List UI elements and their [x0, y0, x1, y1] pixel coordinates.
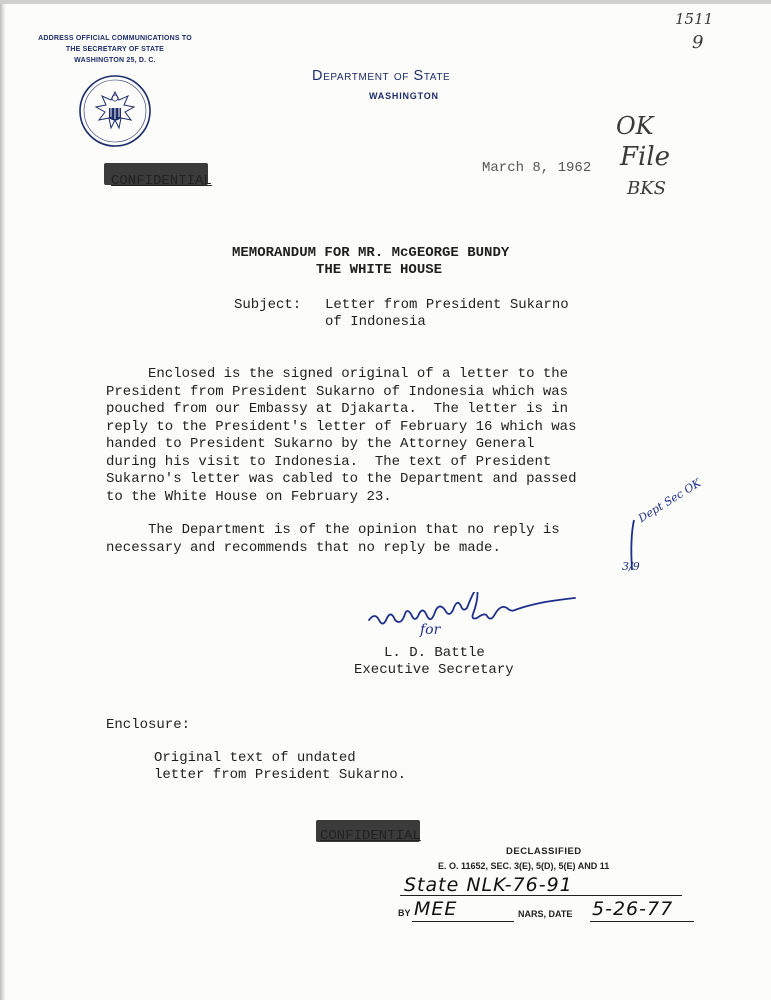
body-line: pouched from our Embassy at Djakarta. The letter is in	[106, 401, 569, 417]
body-line: reply to the President's letter of February 16 which was	[106, 418, 577, 435]
declassified-reference: State NLK-76-91	[404, 874, 573, 896]
body-line: necessary and recommends that no reply be made.	[106, 539, 501, 556]
department-title: Department of State	[312, 68, 451, 84]
body-paragraph-2	[106, 522, 560, 557]
declassified-by-value: MEE	[414, 898, 458, 920]
declassified-rule-3	[590, 921, 694, 922]
handwritten-file-number: 1511	[675, 10, 714, 28]
handwritten-signature	[365, 592, 610, 642]
page-edge-shadow	[0, 0, 6, 1000]
subject-line-1: Letter from President Sukarno	[325, 297, 569, 313]
handwritten-file: File	[620, 142, 671, 172]
signatory-name: L. D. Battle	[384, 645, 485, 661]
signatory-title: Executive Secretary	[354, 662, 514, 678]
memo-date: March 8, 1962	[482, 160, 592, 176]
handwritten-ok: OK	[616, 112, 654, 140]
body-line: during his visit to Indonesia. The text of President	[106, 453, 552, 470]
handwritten-page-number: 9	[692, 32, 704, 53]
department-city: WASHINGTON	[369, 91, 439, 101]
address-line-3: WASHINGTON 25, D. C.	[74, 57, 156, 64]
address-line-1: ADDRESS OFFICIAL COMMUNICATIONS TO	[38, 35, 192, 42]
body-paragraph-1	[106, 366, 576, 506]
handwritten-margin-date: 3/9	[622, 560, 640, 573]
body-line: President from President Sukarno of Indonesia which was	[106, 383, 569, 400]
handwritten-initials: BKS	[627, 178, 667, 199]
classification-marking-bottom: CONFIDENTIAL	[320, 828, 421, 844]
subject-line-2: of Indonesia	[325, 314, 426, 330]
memo-heading-recipient: MEMORANDUM FOR MR. McGEORGE BUNDY	[232, 245, 510, 261]
body-line: handed to President Sukarno by the Attorney General	[106, 436, 535, 452]
body-line: The Department is of the opinion that no reply is	[106, 522, 560, 538]
declassified-rule-1	[400, 895, 682, 896]
handwritten-margin-note: Dept Sec OK	[636, 476, 704, 526]
body-line: Sukarno's letter was cabled to the Department and passed	[106, 471, 577, 487]
declassified-by-label: BY	[398, 908, 411, 918]
declassified-authority: E. O. 11652, SEC. 3(E), 5(D), 5(E) AND 11	[438, 861, 610, 871]
great-seal-icon	[78, 74, 152, 153]
classification-marking-top: CONFIDENTIAL	[111, 173, 212, 189]
enclosure-label: Enclosure:	[106, 717, 191, 733]
page-top-edge	[0, 0, 771, 4]
body-line: to the White House on February 23.	[106, 488, 392, 505]
address-line-2: THE SECRETARY OF STATE	[65, 46, 165, 53]
body-line: Enclosed is the signed original of a letter to the	[106, 366, 569, 382]
subject-label: Subject:	[234, 297, 302, 313]
declassified-stamp-title: DECLASSIFIED	[506, 846, 582, 857]
declassified-date-label: NARS, DATE	[518, 909, 573, 919]
handwritten-for-mark: for	[420, 622, 441, 638]
enclosure-line-2: letter from President Sukarno.	[154, 767, 407, 783]
declassified-rule-2	[412, 921, 514, 922]
declassified-date-value: 5-26-77	[592, 898, 674, 920]
memo-heading-office: THE WHITE HOUSE	[316, 262, 443, 278]
enclosure-line-1: Original text of undated	[154, 750, 356, 766]
letterhead-address	[30, 33, 200, 66]
